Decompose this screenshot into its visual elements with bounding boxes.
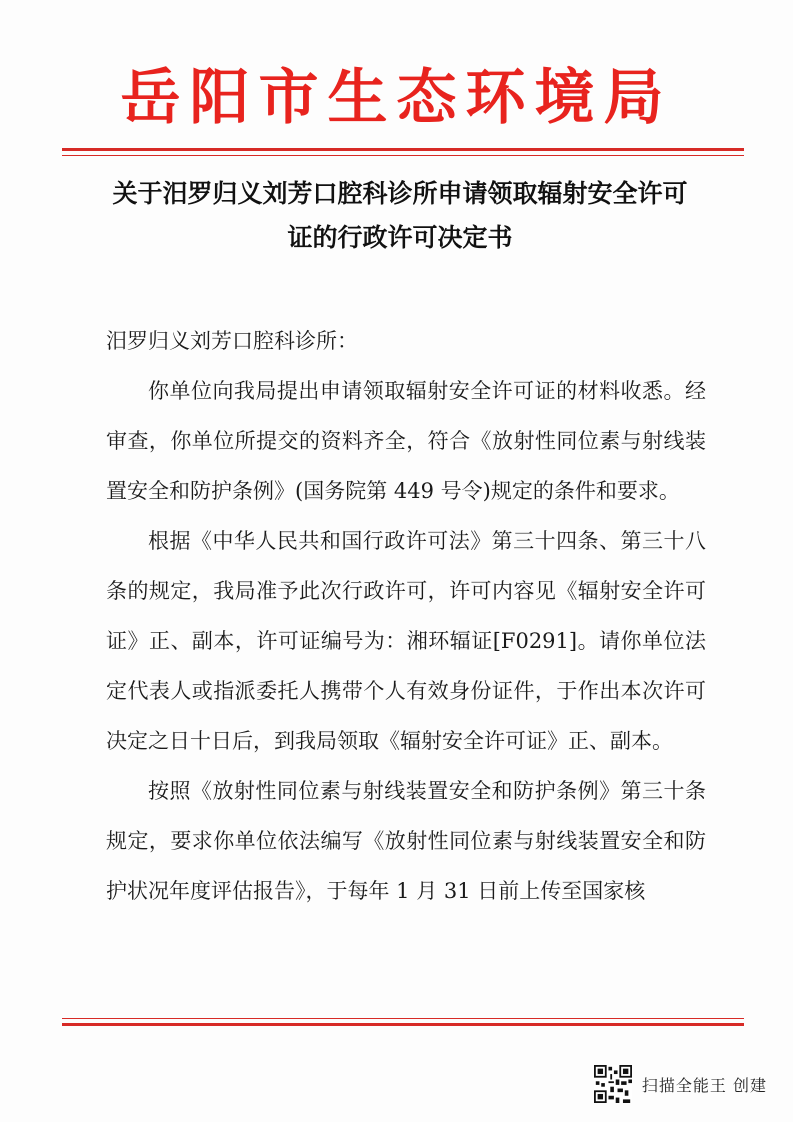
body-paragraph-1: 你单位向我局提出申请领取辐射安全许可证的材料收悉。经审查，你单位所提交的资料齐全，符合《放射性同位素与射线装置安全和防护条例》(国务院第 449 号令)规定的条件和要求。 — [106, 379, 706, 503]
salutation: 汨罗归义刘芳口腔科诊所： — [106, 329, 358, 353]
document-title — [100, 172, 700, 260]
document-title-line-2: 证的行政许可决定书 — [287, 223, 513, 252]
letterhead-rule-thick — [62, 148, 744, 151]
footer-rule-thin — [62, 1018, 744, 1019]
scanner-badge-text: 扫描全能王 创建 — [641, 1075, 767, 1095]
document-title-line-1: 关于汨罗归义刘芳口腔科诊所申请领取辐射安全许可 — [112, 179, 688, 208]
qr-code-icon — [594, 1065, 632, 1103]
footer-rule-thick — [62, 1023, 744, 1026]
body-paragraph-2: 根据《中华人民共和国行政许可法》第三十四条、第三十八条的规定，我局准予此次行政许可，许可内容见《辐射安全许可证》正、副本，许可证编号为：湘环辐证[F0291]。请你单位法定代表人或指派委托人携带个人有效身份证件，于作出本次许可决定之日十日后，到我局领取《辐射安全许可证》正、副本。 — [106, 529, 706, 753]
document-body — [106, 316, 706, 916]
body-paragraph-3: 按照《放射性同位素与射线装置安全和防护条例》第三十条规定，要求你单位依法编写《放射性同位素与射线装置安全和防护状况年度评估报告》，于每年 1 月 31 日前上传至国家核 — [106, 779, 706, 903]
scanner-watermark — [594, 1064, 767, 1104]
letterhead-rule-thin — [62, 155, 744, 156]
letterhead-title: 岳阳市生态环境局 — [120, 63, 673, 133]
